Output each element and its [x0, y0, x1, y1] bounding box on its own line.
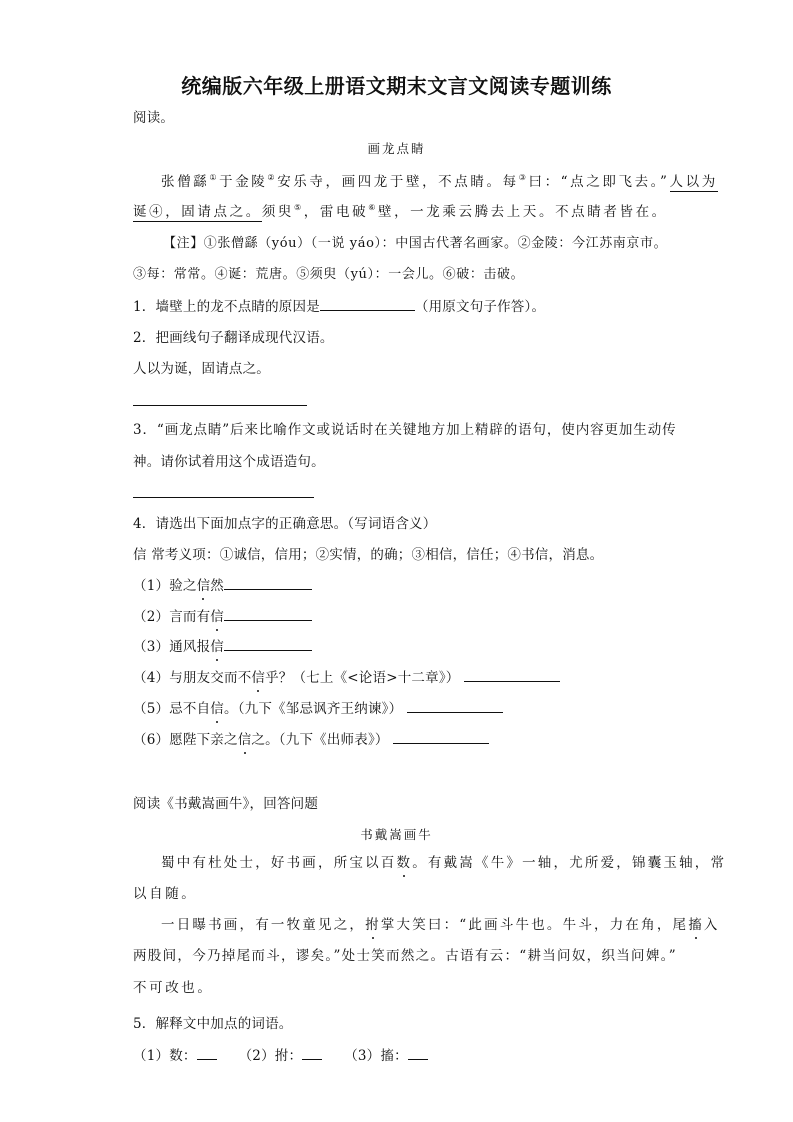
text: 张僧繇: [161, 174, 210, 190]
dotted-char: 搐: [688, 917, 704, 933]
answer-blank[interactable]: [197, 1045, 217, 1060]
question-3-line1: 3．“画龙点睛”后来比喻作文或说话时在关键地方加上精辟的语句，使内容更加生动传: [133, 422, 677, 438]
footnote-mark: ⑥: [368, 203, 378, 212]
question-1: [133, 296, 545, 317]
text: 于金陵: [219, 174, 268, 190]
answer-line[interactable]: [133, 405, 307, 406]
answer-blank[interactable]: [393, 729, 489, 744]
text: 。有戴嵩《牛》一轴，尤所爱，锦囊玉轴，常: [412, 855, 727, 871]
notes-line2: ③每：常常。④诞：荒唐。⑤须臾（yú）：一会儿。⑥破：击破。: [133, 267, 525, 282]
item-label: （1）数：: [133, 1048, 197, 1064]
document-title: 统编版六年级上册语文期末文言文阅读专题训练: [181, 74, 612, 98]
item-text: 。（九下《邹忌讽齐王纳谏》）: [224, 701, 403, 717]
answer-blank[interactable]: [224, 606, 312, 621]
question-4-item-3: [133, 636, 312, 657]
question-2-prompt: 2．把画线句子翻译成现代汉语。: [133, 330, 334, 346]
answer-blank[interactable]: [408, 1045, 428, 1060]
passage1-line2: [133, 202, 668, 222]
passage2-title: 书戴嵩画牛: [360, 827, 433, 842]
text: 安乐寺，画四龙于壁，不点睛。每: [277, 174, 519, 190]
text: 一日曝书画，有一牧童见之，: [161, 917, 366, 933]
question-5-prompt: 5．解释文中加点的词语。: [133, 1016, 293, 1032]
item-text: （6）愿陛下亲之: [133, 732, 238, 748]
dotted-char: 信: [210, 701, 224, 717]
text: 掌大笑曰：“此画斗牛也。牛斗，力在角，尾: [380, 917, 689, 933]
passage2-p2-line1: [161, 915, 720, 935]
underlined-sentence-part2: 诞④，固请点之。: [133, 204, 262, 220]
dotted-char: 信: [251, 670, 266, 686]
answer-line[interactable]: [133, 497, 314, 498]
item-text: （5）忌不自: [133, 701, 211, 717]
dotted-char: 数: [396, 855, 413, 871]
footnote-mark: ⑤: [294, 203, 304, 212]
passage1-title: 画龙点睛: [367, 141, 426, 156]
text: 入: [703, 917, 720, 933]
question-text: 1．墙壁上的龙不点睛的原因是: [133, 299, 320, 315]
question-text: （用原文句子作答）。: [414, 299, 546, 315]
notes-line1: 【注】①张僧繇（yóu）（一说 yáo）：中国古代著名画家。②金陵：今江苏南京市。: [163, 236, 668, 251]
dotted-char: 信: [196, 578, 211, 594]
item-text: （3）通风报: [133, 639, 211, 655]
question-4-item-6: [133, 729, 489, 750]
section2-intro: 阅读《书戴嵩画牛》，回答问题: [133, 796, 319, 812]
answer-blank[interactable]: [224, 636, 312, 651]
item-text: （1）验之: [133, 578, 197, 594]
text: 蜀中有杜处士，好书画，所宝以百: [161, 855, 397, 871]
section1-intro: 阅读。: [133, 110, 175, 126]
question-4-item-4: [133, 667, 560, 688]
item-text: 之。（九下《出师表》）: [251, 732, 389, 748]
question-4-meanings: 信 常考义项：①诚信，信用；②实情，的确；③相信，信任；④书信，消息。: [133, 547, 604, 563]
passage2-p1-line1: [161, 853, 726, 873]
dotted-char: 信: [210, 609, 224, 625]
answer-blank[interactable]: [224, 575, 312, 590]
text: ，雷电破: [303, 204, 369, 220]
dotted-char: 信: [237, 732, 252, 748]
question-5-items: [133, 1045, 428, 1066]
question-4-item-1: [133, 575, 312, 596]
footnote-mark: ①: [209, 173, 220, 182]
item-text: 然: [210, 578, 224, 594]
item-label: （2）拊：: [238, 1048, 303, 1064]
dotted-char: 信: [210, 639, 224, 655]
question-2-sentence: 人以为诞，固请点之。: [133, 361, 270, 377]
item-text: （4）与朋友交而不: [133, 670, 252, 686]
item-text: （2）言而有: [133, 609, 211, 625]
question-4-prompt: 4．请选出下面加点字的正确意思。（写词语含义）: [133, 516, 437, 532]
question-4-item-2: [133, 606, 312, 627]
answer-blank[interactable]: [302, 1045, 322, 1060]
answer-blank[interactable]: [407, 698, 503, 713]
passage2-p1-line2: 以自随。: [133, 886, 198, 902]
question-3-line2: 神。请你试着用这个成语造句。: [133, 454, 325, 470]
text: 曰：“点之即飞去。”: [528, 174, 670, 190]
item-text: 乎？（七上《<论语>十二章》）: [265, 670, 460, 686]
item-label: （3）搐：: [344, 1048, 408, 1064]
text: 壁，一龙乘云腾去上天。不点睛者皆在。: [377, 204, 668, 220]
passage2-p2-line3: 不可改也。: [133, 980, 214, 996]
answer-blank[interactable]: [320, 296, 415, 311]
footnote-mark: ③: [518, 173, 529, 182]
question-4-item-5: [133, 698, 503, 719]
passage2-p2-line2: 两股间，今乃掉尾而斗，谬矣。”处士笑而然之。古语有云：“耕当问奴，织当问婢。”: [133, 948, 677, 964]
answer-blank[interactable]: [464, 667, 560, 682]
footnote-mark: ②: [267, 173, 278, 182]
passage1-line1: [161, 172, 718, 192]
dotted-char: 拊: [365, 917, 381, 933]
text: 须臾: [261, 204, 295, 220]
underlined-sentence-part1: 人以为: [669, 174, 718, 190]
